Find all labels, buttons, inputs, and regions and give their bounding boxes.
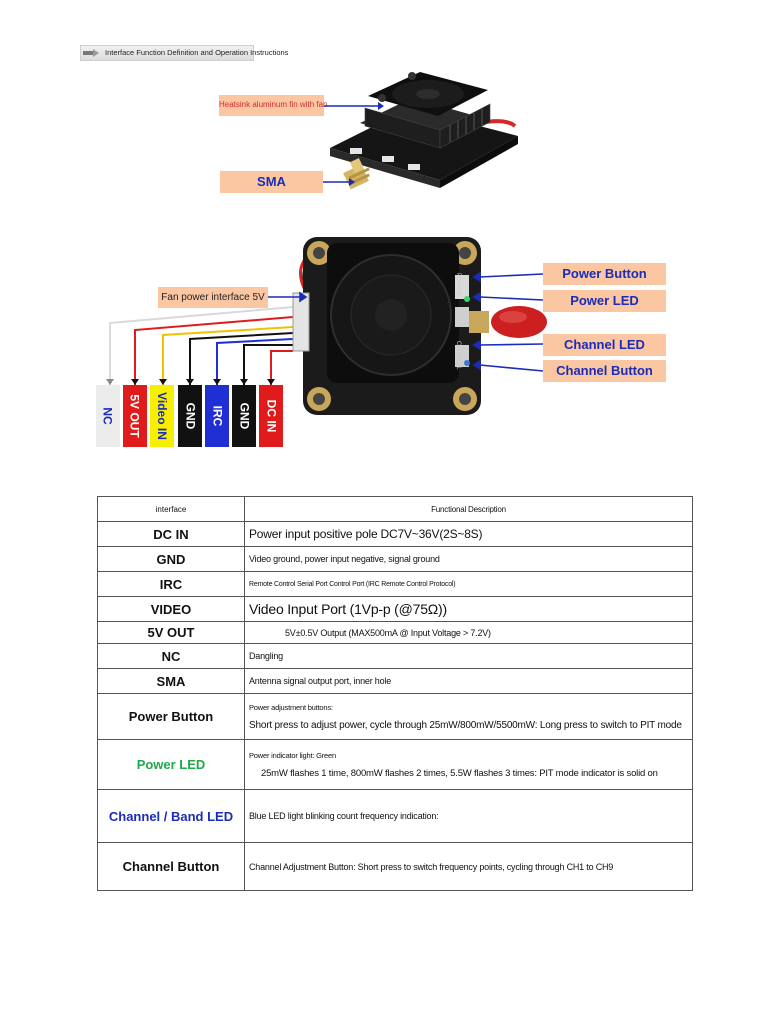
- interface-name: SMA: [98, 669, 245, 694]
- pin-label: [205, 385, 229, 447]
- header-description: Functional Description: [245, 497, 693, 522]
- table-row: [98, 572, 693, 597]
- function-description: 5V±0.5V Output (MAX500mA @ Input Voltage > 7.2V): [245, 622, 693, 644]
- function-description: Power input positive pole DC7V~36V(2S~8S): [245, 522, 693, 547]
- pin-label: [96, 385, 120, 447]
- table-row: [98, 644, 693, 669]
- interface-name: GND: [98, 547, 245, 572]
- function-description: [245, 740, 693, 790]
- description-title: Power adjustment buttons:: [249, 702, 333, 712]
- table-row: [98, 843, 693, 891]
- function-description: Blue LED light blinking count frequency indication:: [245, 790, 693, 843]
- table-row: [98, 669, 693, 694]
- function-description: Dangling: [245, 644, 693, 669]
- table-row: [98, 522, 693, 547]
- pin-label-text: NC: [101, 407, 115, 425]
- function-description: Video Input Port (1Vp-p (@75Ω)): [245, 597, 693, 622]
- function-description: Channel Adjustment Button: Short press to switch frequency points, cycling through CH1 to CH9: [245, 843, 693, 891]
- callout-channel-led: Channel LED: [543, 334, 666, 356]
- pin-label-text: GND: [237, 402, 252, 430]
- description-title: Power indicator light: Green: [249, 750, 336, 760]
- table-row: [98, 740, 693, 790]
- pin-label: [178, 385, 202, 447]
- callout-fan-power: Fan power interface 5V: [158, 287, 268, 308]
- header-interface: interface: [98, 497, 245, 522]
- pin-label: [123, 385, 147, 447]
- callout-sma: SMA: [220, 171, 323, 193]
- pin-label: [150, 385, 174, 447]
- section-header: [80, 45, 289, 61]
- table-row: [98, 547, 693, 572]
- description-body: Short press to adjust power, cycle through 25mW/800mW/5500mW: Long press to switch to PIT mode: [249, 719, 682, 731]
- section-header-title: Interface Function Definition and Operation Instructions: [105, 48, 289, 57]
- interface-name: Power Button: [98, 694, 245, 740]
- table-header-row: [98, 497, 693, 522]
- table-row: [98, 694, 693, 740]
- callout-channel-button: Channel Button: [543, 360, 666, 382]
- table-row: [98, 622, 693, 644]
- pin-label-text: IRC: [209, 405, 224, 427]
- interface-name: DC IN: [98, 522, 245, 547]
- interface-name: IRC: [98, 572, 245, 597]
- pin-label-text: DC IN: [264, 399, 279, 433]
- function-description: Video ground, power input negative, signal ground: [245, 547, 693, 572]
- table-row: [98, 597, 693, 622]
- pin-label: [232, 385, 256, 447]
- interface-name: Channel / Band LED: [98, 790, 245, 843]
- spec-table: [97, 496, 693, 891]
- interface-name: Channel Button: [98, 843, 245, 891]
- silk-power: POWER: [455, 273, 461, 296]
- pin-label-text: GND: [183, 402, 198, 430]
- silk-channel: CHANNEL: [455, 341, 461, 370]
- callout-heatsink: Heatsink aluminum fin with fan: [219, 95, 324, 116]
- callout-sma-pointer: [323, 178, 355, 186]
- function-description: Remote Control Serial Port Control Port (IRC Remote Control Protocol): [245, 572, 693, 597]
- interface-name: VIDEO: [98, 597, 245, 622]
- callout-heatsink-pointer: [324, 102, 384, 110]
- description-body: 25mW flashes 1 time, 800mW flashes 2 times, 5.5W flashes 3 times: PIT mode indicator is solid on: [261, 767, 658, 779]
- callout-power-button: Power Button: [543, 263, 666, 285]
- header-bullet-icon: [83, 48, 99, 58]
- pin-label-text: Video IN: [155, 392, 170, 440]
- interface-name: NC: [98, 644, 245, 669]
- table-row: [98, 790, 693, 843]
- function-description: [245, 694, 693, 740]
- function-description: Antenna signal output port, inner hole: [245, 669, 693, 694]
- interface-name: 5V OUT: [98, 622, 245, 644]
- callout-power-led: Power LED: [543, 290, 666, 312]
- pin-label-text: 5V OUT: [128, 394, 142, 438]
- pin-label: [259, 385, 283, 447]
- interface-name: Power LED: [98, 740, 245, 790]
